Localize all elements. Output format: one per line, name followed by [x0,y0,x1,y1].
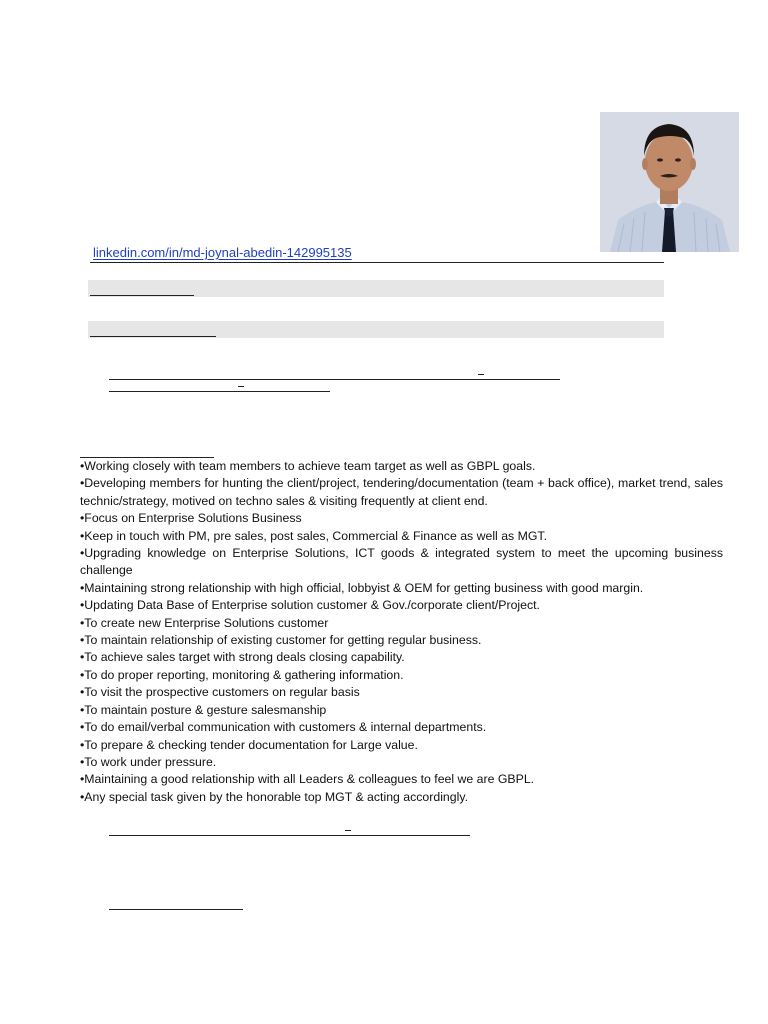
responsibilities-list [80,458,723,806]
rule-d [109,909,243,910]
list-item: •Maintaining strong relationship with high official, lobbyist & OEM for getting business with good margin. [80,580,644,595]
list-item: •To prepare & checking tender documentation for Large value. [80,737,418,752]
list-item: •To do email/verbal communication with customers & internal departments. [80,720,487,735]
list-item: •To do proper reporting, monitoring & gathering information. [80,667,404,682]
section-bar-2 [88,321,664,338]
dash-c [345,830,351,831]
rule-b [109,391,330,392]
list-item: •Maintaining a good relationship with all Leaders & colleagues to feel we are GBPL. [80,772,535,787]
list-item: •Developing members for hunting the client/project, tendering/documentation (team + back office), market trend, sales technic/strategy, motived on techno sales & visiting frequently at client end. [80,476,723,508]
list-item: •Upgrading knowledge on Enterprise Solutions, ICT goods & integrated system to meet the upcoming business challenge [80,546,723,578]
section-bar-1 [88,280,664,297]
header-rule [90,262,664,263]
list-item: •To create new Enterprise Solutions customer [80,615,329,630]
list-item: •To achieve sales target with strong deals closing capability. [80,650,405,665]
list-item: •Working closely with team members to achieve team target as well as GBPL goals. [80,459,536,473]
list-item: •Any special task given by the honorable top MGT & acting accordingly. [80,789,468,804]
profile-photo [600,112,739,252]
list-item: •To maintain relationship of existing customer for getting regular business. [80,633,482,648]
rule-a [109,379,560,380]
dash-b [238,386,244,387]
dash-a [478,374,484,375]
list-item: •To work under pressure. [80,754,217,769]
rule-c [109,835,470,836]
list-item: •To visit the prospective customers on regular basis [80,685,360,700]
linkedin-link[interactable]: linkedin.com/in/md-joynal-abedin-142995135 [93,245,352,260]
list-item: •Focus on Enterprise Solutions Business [80,511,302,526]
list-item: •Keep in touch with PM, pre sales, post sales, Commercial & Finance as well as MGT. [80,528,547,543]
list-item: •Updating Data Base of Enterprise solution customer & Gov./corporate client/Project. [80,598,540,613]
list-item: •To maintain posture & gesture salesmanship [80,702,327,717]
